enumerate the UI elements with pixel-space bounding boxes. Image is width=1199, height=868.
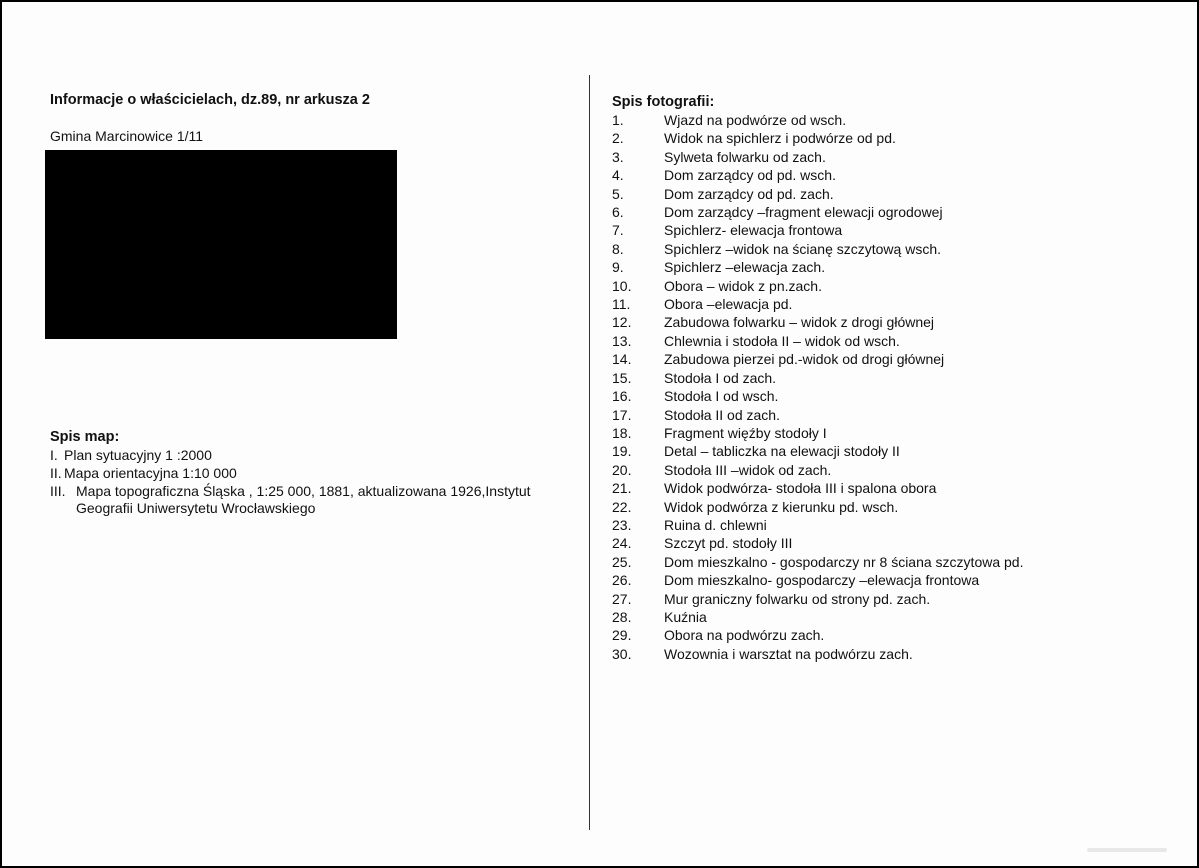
photo-text: Stodoła III –widok od zach.	[664, 461, 832, 478]
redacted-block	[45, 150, 397, 339]
photo-text: Obora –elewacja pd.	[664, 296, 793, 313]
photo-text: Dom zarządcy od pd. wsch.	[664, 167, 836, 184]
photo-number: 6.	[612, 204, 624, 221]
photo-text: Widok podwórza- stodoła III i spalona obora	[664, 480, 937, 497]
photo-number: 30.	[612, 645, 632, 662]
photo-text: Dom mieszkalno- gospodarczy –elewacja frontowa	[664, 572, 980, 589]
photo-text: Widok na spichlerz i podwórze od pd.	[664, 130, 896, 147]
right-column	[612, 94, 1172, 663]
photo-text: Obora na podwórzu zach.	[664, 627, 825, 644]
column-divider	[589, 75, 590, 830]
photo-number: 1.	[612, 112, 624, 128]
list-item	[612, 626, 1172, 644]
photo-text: Wozownia i warsztat na podwórzu zach.	[664, 645, 913, 662]
list-item	[612, 313, 1172, 331]
photo-number: 9.	[612, 259, 624, 276]
list-item	[50, 465, 550, 483]
photo-number: 4.	[612, 167, 624, 184]
photo-text: Sylweta folwarku od zach.	[664, 148, 826, 165]
photo-number: 18.	[612, 424, 632, 441]
owners-title: Informacje o właścicielach, dz.89, nr arkusza 2	[50, 92, 370, 108]
list-item	[612, 332, 1172, 350]
list-item	[612, 277, 1172, 295]
photo-number: 13.	[612, 332, 632, 349]
list-item	[612, 553, 1172, 571]
photos-title: Spis fotografii:	[612, 94, 715, 110]
photo-number: 14.	[612, 351, 632, 368]
list-item	[612, 148, 1172, 166]
map-number: III.	[50, 482, 66, 499]
list-item	[612, 479, 1172, 497]
photo-number: 19.	[612, 443, 632, 460]
list-item	[612, 221, 1172, 239]
photo-number: 15.	[612, 369, 632, 386]
map-text: Mapa orientacyjna 1:10 000	[64, 464, 237, 481]
map-number: I.	[50, 447, 58, 463]
photo-number: 27.	[612, 590, 632, 607]
list-item	[612, 185, 1172, 203]
photo-text: Dom zarządcy od pd. zach.	[664, 185, 834, 202]
list-item	[612, 111, 1172, 129]
photo-number: 21.	[612, 480, 632, 497]
photo-number: 17.	[612, 406, 632, 423]
scan-artifact	[1087, 848, 1167, 852]
photo-text: Szczyt pd. stodoły III	[664, 535, 793, 552]
list-item	[50, 483, 550, 519]
list-item	[612, 442, 1172, 460]
photo-number: 10.	[612, 277, 632, 294]
photo-text: Spichlerz- elewacja frontowa	[664, 222, 843, 239]
photo-text: Stodoła II od zach.	[664, 406, 780, 423]
photo-text: Obora – widok z pn.zach.	[664, 277, 822, 294]
map-text: Mapa topograficzna Śląska , 1:25 000, 1881, aktualizowana 1926,Instytut Geografii Uniwersytetu Wrocławskiego	[76, 482, 531, 517]
list-item	[612, 590, 1172, 608]
map-text: Plan sytuacyjny 1 :2000	[64, 447, 212, 463]
list-item	[612, 387, 1172, 405]
photo-text: Widok podwórza z kierunku pd. wsch.	[664, 498, 899, 515]
photo-number: 3.	[612, 148, 624, 165]
photo-text: Detal – tabliczka na elewacji stodoły II	[664, 443, 900, 460]
list-item	[612, 295, 1172, 313]
photo-text: Dom mieszkalno - gospodarczy nr 8 ściana szczytowa pd.	[664, 553, 1024, 570]
photos-list	[612, 111, 1172, 663]
photo-number: 26.	[612, 572, 632, 589]
list-item	[612, 350, 1172, 368]
maps-title: Spis map:	[50, 429, 120, 445]
photo-text: Mur graniczny folwarku od strony pd. zach.	[664, 590, 931, 607]
photo-text: Ruina d. chlewni	[664, 516, 767, 533]
maps-list	[50, 447, 550, 518]
left-column	[50, 92, 550, 518]
photo-text: Wjazd na podwórze od wsch.	[664, 112, 847, 128]
list-item	[612, 461, 1172, 479]
list-item	[612, 645, 1172, 663]
photo-text: Spichlerz –widok na ścianę szczytową wsch.	[664, 240, 942, 257]
photo-number: 11.	[612, 296, 631, 313]
gmina-label: Gmina Marcinowice 1/11	[50, 128, 204, 144]
list-item	[612, 240, 1172, 258]
photo-text: Spichlerz –elewacja zach.	[664, 259, 826, 276]
photo-text: Zabudowa pierzei pd.-widok od drogi głównej	[664, 351, 945, 368]
list-item	[612, 424, 1172, 442]
photo-number: 22.	[612, 498, 632, 515]
photo-text: Kuźnia	[664, 608, 707, 625]
photo-text: Stodoła I od zach.	[664, 369, 777, 386]
list-item	[612, 406, 1172, 424]
map-number: II.	[50, 464, 62, 481]
list-item	[612, 498, 1172, 516]
list-item	[612, 166, 1172, 184]
list-item	[612, 534, 1172, 552]
photo-number: 12.	[612, 314, 632, 331]
list-item	[612, 516, 1172, 534]
photo-text: Chlewnia i stodoła II – widok od wsch.	[664, 332, 900, 349]
photo-number: 16.	[612, 388, 632, 405]
photo-number: 28.	[612, 608, 632, 625]
photo-number: 7.	[612, 222, 624, 239]
list-item	[612, 129, 1172, 147]
photo-number: 25.	[612, 553, 632, 570]
photo-text: Zabudowa folwarku – widok z drogi głównej	[664, 314, 935, 331]
photo-number: 8.	[612, 240, 624, 257]
list-item	[612, 571, 1172, 589]
list-item	[612, 608, 1172, 626]
photo-number: 24.	[612, 535, 632, 552]
photo-number: 20.	[612, 461, 632, 478]
photo-text: Stodoła I od wsch.	[664, 388, 779, 405]
photo-number: 29.	[612, 627, 632, 644]
photo-number: 5.	[612, 185, 624, 202]
list-item	[612, 258, 1172, 276]
list-item	[612, 369, 1172, 387]
list-item	[612, 203, 1172, 221]
photo-text: Fragment więźby stodoły I	[664, 424, 827, 441]
photo-number: 2.	[612, 130, 624, 147]
photo-text: Dom zarządcy –fragment elewacji ogrodowej	[664, 204, 943, 221]
photo-number: 23.	[612, 516, 632, 533]
list-item	[50, 447, 550, 465]
